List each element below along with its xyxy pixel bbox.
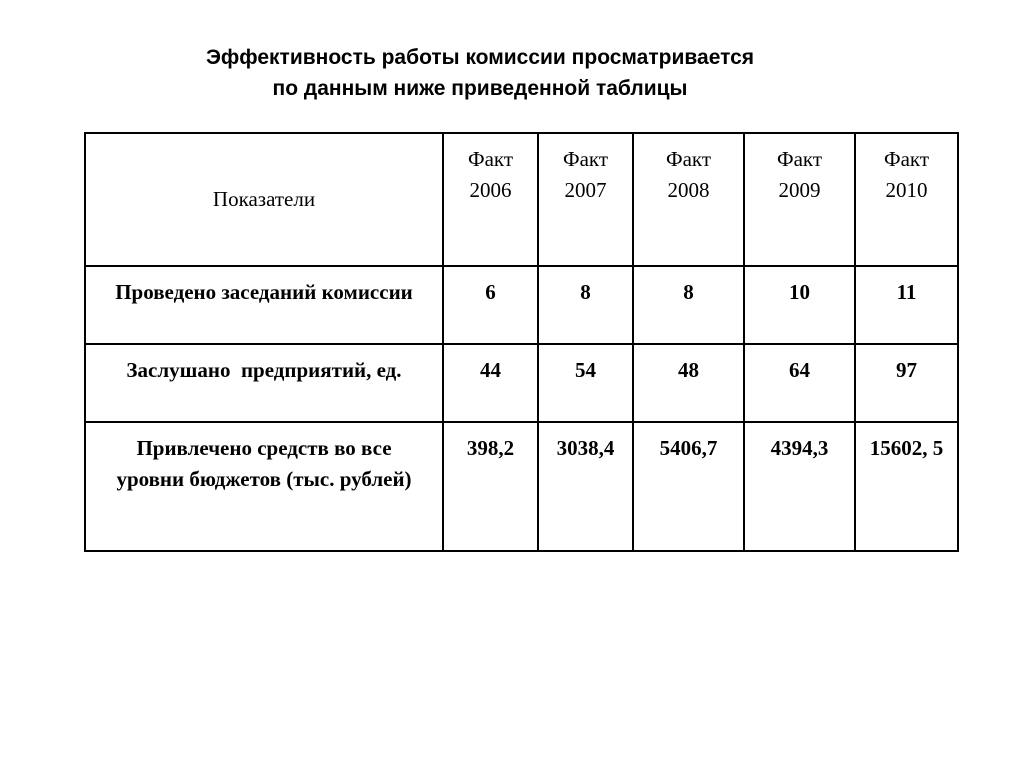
cell-value: 54: [538, 344, 633, 422]
header-indicators: Показатели: [85, 133, 443, 266]
table-row: [85, 266, 958, 344]
cell-value: 5406,7: [633, 422, 744, 551]
cell-value: 97: [855, 344, 958, 422]
page-title: [0, 42, 960, 104]
cell-value: 44: [443, 344, 538, 422]
row-label: Привлечено средств во все уровни бюджетов (тыс. рублей): [85, 422, 443, 551]
header-year-2007: [538, 133, 633, 266]
table-row: [85, 344, 958, 422]
indicators-table: [84, 132, 959, 552]
header-year-word: Факт: [883, 147, 929, 171]
header-year-value: 2006: [469, 178, 512, 202]
cell-value: 64: [744, 344, 855, 422]
row-label: Заслушано предприятий, ед.: [85, 344, 443, 422]
header-year-word: Факт: [776, 147, 822, 171]
cell-value: 15602, 5: [855, 422, 958, 551]
header-year-word: Факт: [562, 147, 608, 171]
table-header-row: [85, 133, 958, 266]
title-line-2: по данным ниже приведенной таблицы: [272, 77, 688, 100]
header-year-value: 2009: [778, 178, 821, 202]
header-year-value: 2010: [885, 178, 928, 202]
table-row: [85, 422, 958, 551]
header-year-2006: [443, 133, 538, 266]
cell-value: 398,2: [443, 422, 538, 551]
header-year-2010: [855, 133, 958, 266]
header-year-word: Факт: [467, 147, 513, 171]
cell-value: 10: [744, 266, 855, 344]
row-label: Проведено заседаний комиссии: [85, 266, 443, 344]
cell-value: 48: [633, 344, 744, 422]
cell-value: 8: [633, 266, 744, 344]
cell-value: 4394,3: [744, 422, 855, 551]
header-year-value: 2008: [667, 178, 710, 202]
header-year-2009: [744, 133, 855, 266]
cell-value: 11: [855, 266, 958, 344]
cell-value: 6: [443, 266, 538, 344]
cell-value: 8: [538, 266, 633, 344]
header-year-word: Факт: [665, 147, 711, 171]
header-year-value: 2007: [564, 178, 607, 202]
title-line-1: Эффективность работы комиссии просматривается: [205, 46, 755, 69]
header-year-2008: [633, 133, 744, 266]
cell-value: 3038,4: [538, 422, 633, 551]
